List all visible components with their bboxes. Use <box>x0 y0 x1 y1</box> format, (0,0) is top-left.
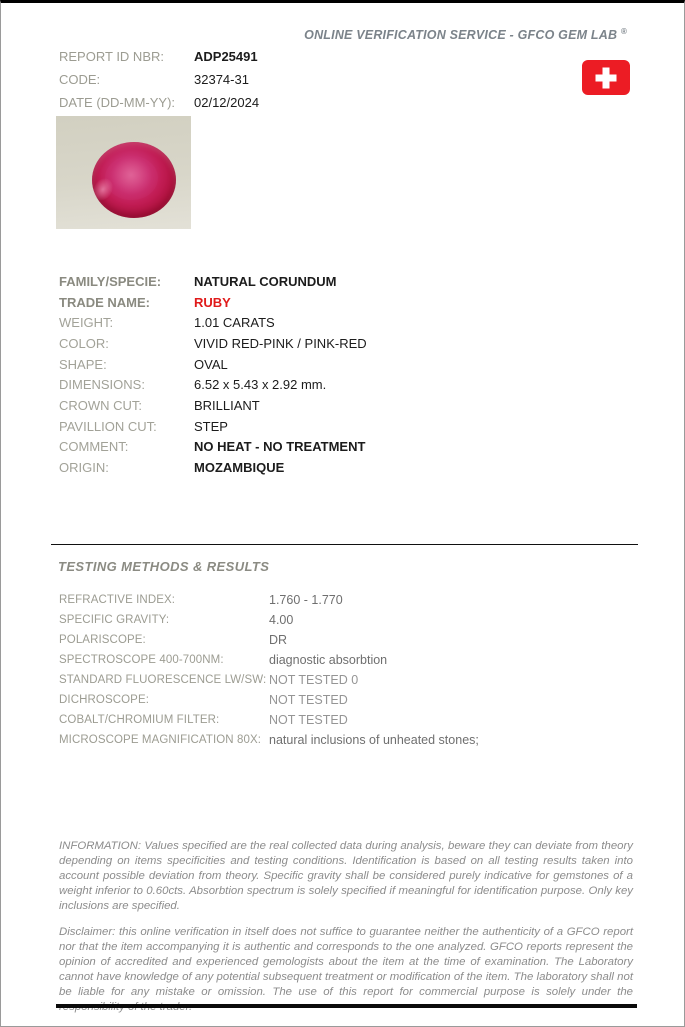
swiss-flag-icon <box>582 60 630 95</box>
gemstone-photo <box>56 116 191 229</box>
testing-value: 1.760 - 1.770 <box>269 593 343 607</box>
identification-row <box>59 333 367 354</box>
identification-label: COLOR: <box>59 335 109 351</box>
identification-label: TRADE NAME: <box>59 294 150 310</box>
testing-row <box>59 710 479 730</box>
report-meta <box>59 45 259 114</box>
page-title <box>304 27 627 42</box>
identification-label: DIMENSIONS: <box>59 377 145 393</box>
section-divider <box>51 544 638 545</box>
meta-label: DATE (DD-MM-YY): <box>59 95 176 110</box>
identification-value: NATURAL CORUNDUM <box>194 273 337 289</box>
testing-value: NOT TESTED <box>269 713 348 727</box>
identification-label: WEIGHT: <box>59 315 114 331</box>
testing-label: SPECTROSCOPE 400-700NM: <box>59 654 224 666</box>
testing-label: MICROSCOPE MAGNIFICATION 80X: <box>59 734 262 746</box>
disclaimer-paragraph: Disclaimer: this online verification in itself does not suffice to guarantee neither the authenticity of a GFCO report nor that the item accompanying it is authentic and corresponds to the one analyzed. GFCO reports represent the opinion of accredited and experienced gemologists about the item at the time of examination. The Laboratory cannot have knowledge of any potential subsequent treatment or modification of the item. The laboratory shall not be liable for any mistake or omission. The use of this report for commercial purpose is solely under the <box>59 926 633 998</box>
identification-row <box>59 292 367 313</box>
meta-value: 32374-31 <box>194 72 249 87</box>
testing-row <box>59 670 479 690</box>
testing-value: NOT TESTED <box>269 693 348 707</box>
identification-label: PAVILLION CUT: <box>59 418 157 434</box>
identification-label: COMMENT: <box>59 439 129 455</box>
ruby-stone-image <box>92 142 176 218</box>
meta-row <box>59 91 259 114</box>
identification-section <box>59 271 367 478</box>
meta-row <box>59 68 259 91</box>
testing-label: DICHROSCOPE: <box>59 694 150 706</box>
bottom-rule <box>56 1004 637 1008</box>
identification-row <box>59 457 367 478</box>
testing-row <box>59 650 479 670</box>
testing-label: COBALT/CHROMIUM FILTER: <box>59 714 220 726</box>
testing-value: NOT TESTED 0 <box>269 673 359 687</box>
identification-row <box>59 374 367 395</box>
testing-label: STANDARD FLUORESCENCE LW/SW: <box>59 674 267 686</box>
information-paragraph: INFORMATION: Values specified are the real collected data during analysis, beware they can deviate from theory depending on items specificities and testing conditions. Identification is based on all testing results taken into account possible deviation from theory. Specific gravity shall be considered purely indicative for gemstones of a weight inferior to 0.60cts. Absorbtion spectrum is solely specified if meaningful for identification purpose. Only key inclusions are specified. <box>59 840 633 912</box>
testing-row <box>59 690 479 710</box>
identification-value: OVAL <box>194 356 228 372</box>
identification-row <box>59 271 367 292</box>
testing-value: DR <box>269 633 288 647</box>
meta-value: 02/12/2024 <box>194 95 260 110</box>
identification-value: MOZAMBIQUE <box>194 460 285 476</box>
identification-row <box>59 395 367 416</box>
testing-row <box>59 590 479 610</box>
identification-value: 1.01 CARATS <box>194 315 275 331</box>
testing-row <box>59 630 479 650</box>
identification-row <box>59 354 367 375</box>
testing-label: SPECIFIC GRAVITY: <box>59 614 170 626</box>
identification-label: CROWN CUT: <box>59 397 143 413</box>
identification-value: RUBY <box>194 294 231 310</box>
meta-row <box>59 45 259 68</box>
meta-label: CODE: <box>59 72 101 87</box>
identification-row <box>59 312 367 333</box>
testing-section-title: TESTING METHODS & RESULTS <box>58 559 270 574</box>
identification-label: ORIGIN: <box>59 460 109 476</box>
meta-label: REPORT ID NBR: <box>59 49 164 64</box>
identification-value: STEP <box>194 418 228 434</box>
service-title-text: ONLINE VERIFICATION SERVICE - GFCO GEM LAB <box>304 28 618 43</box>
registered-trademark-symbol: ® <box>620 27 627 36</box>
testing-row <box>59 610 479 630</box>
testing-value: diagnostic absorbtion <box>269 653 388 667</box>
testing-label: POLARISCOPE: <box>59 634 146 646</box>
testing-value: natural inclusions of unheated stones; <box>269 733 479 747</box>
identification-value: VIVID RED-PINK / PINK-RED <box>194 335 367 351</box>
identification-value: NO HEAT - NO TREATMENT <box>194 439 366 455</box>
meta-value: ADP25491 <box>194 49 258 64</box>
identification-label: SHAPE: <box>59 356 107 372</box>
identification-value: BRILLIANT <box>194 397 260 413</box>
identification-label: FAMILY/SPECIE: <box>59 273 162 289</box>
testing-section <box>59 590 479 750</box>
identification-value: 6.52 x 5.43 x 2.92 mm. <box>194 377 327 393</box>
identification-row <box>59 416 367 437</box>
testing-label: REFRACTIVE INDEX: <box>59 594 176 606</box>
testing-row <box>59 730 479 750</box>
identification-row <box>59 437 367 458</box>
testing-value: 4.00 <box>269 613 294 627</box>
